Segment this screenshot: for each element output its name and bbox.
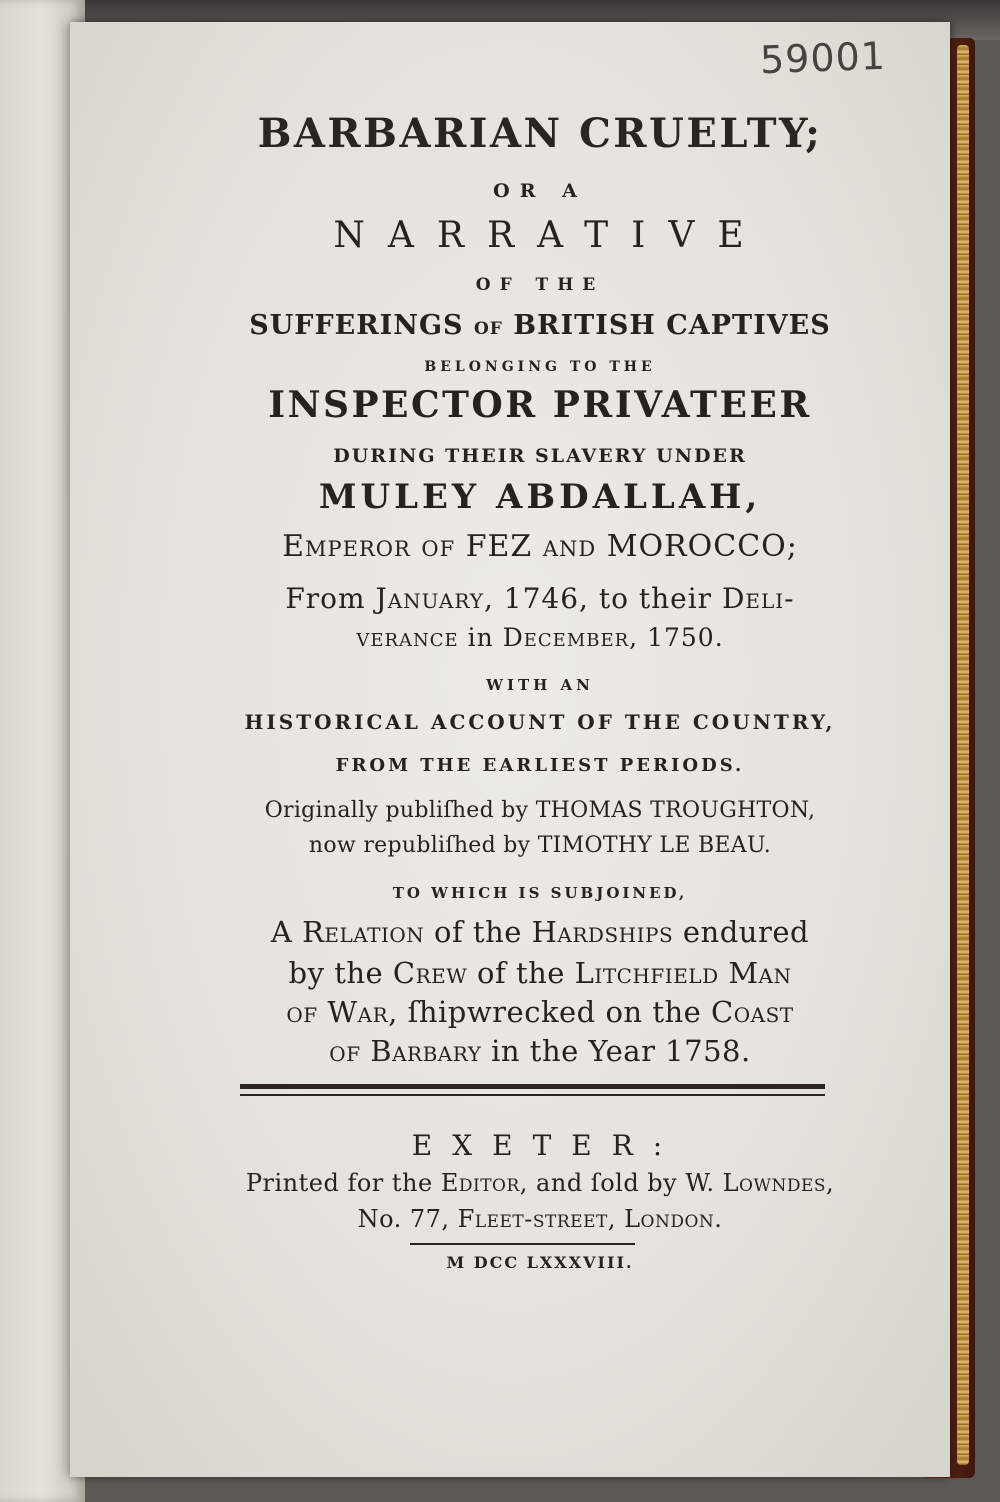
relation-line-3 <box>140 995 940 1029</box>
from-year: 1746, to their <box>503 582 713 615</box>
originally-published <box>140 800 940 822</box>
emperor-and: and <box>542 529 597 564</box>
republished-by <box>140 835 940 857</box>
rel1-a: A <box>270 915 293 949</box>
from-january: January, <box>375 582 494 615</box>
rel1-of-the: of the <box>434 915 522 949</box>
rel3-of: of <box>286 995 318 1029</box>
title-text-block <box>140 22 940 1322</box>
imprint-city: EXETER: <box>411 1129 683 1162</box>
subtitle-emperor <box>140 529 940 564</box>
subtitle-earliest: FROM THE EARLIEST PERIODS. <box>335 755 745 776</box>
subtitle-muley-abdallah: MULEY ABDALLAH, <box>318 477 762 517</box>
subtitle-or-a: OR A <box>493 180 587 202</box>
printed-sold: and ſold by W. <box>536 1169 715 1197</box>
verance-in: in <box>467 623 494 652</box>
from-word: From <box>285 582 366 615</box>
sufferings-word: SUFFERINGS <box>249 310 464 341</box>
emperor-morocco: MOROCCO; <box>606 529 798 564</box>
verance-year: 1750. <box>647 623 724 652</box>
divider-rule-short <box>410 1243 635 1245</box>
originally-author: THOMAS TROUGHTON, <box>535 798 816 823</box>
rel2-of-the: of the <box>477 956 565 990</box>
imprint-address <box>140 1207 940 1231</box>
british-captives: BRITISH CAPTIVES <box>513 310 831 341</box>
rel3-war: War, <box>327 995 398 1029</box>
subjoined-heading: TO WHICH IS SUBJOINED, <box>392 884 688 902</box>
fleet-number: No. 77, <box>357 1205 450 1233</box>
rel1-relation: Relation <box>302 915 425 949</box>
relation-line-4 <box>140 1034 940 1068</box>
republished-author: TIMOTHY LE BEAU. <box>537 833 772 858</box>
rel4-year: in the Year 1758. <box>491 1034 751 1068</box>
subtitle-narrative: NARRATIVE <box>333 215 767 256</box>
rel4-barbary: Barbary <box>370 1034 482 1068</box>
shelf-mark: 59001 <box>759 33 887 83</box>
imprint-printed <box>140 1171 940 1195</box>
subtitle-belonging: BELONGING TO THE <box>424 359 656 375</box>
printed-editor: Editor, <box>440 1169 528 1197</box>
subtitle-dates-line1 <box>140 582 940 615</box>
republished-text: now republiſhed by <box>308 833 531 858</box>
rel2-crew: Crew <box>392 956 468 990</box>
subtitle-inspector-privateer: INSPECTOR PRIVATEER <box>268 384 812 426</box>
rel2-litchfield: Litchfield Man <box>574 956 792 990</box>
divider-rule-thin <box>240 1094 825 1096</box>
title-page <box>70 22 950 1477</box>
originally-text: Originally publiſhed by <box>264 798 529 823</box>
divider-rule-thick <box>240 1084 825 1089</box>
emperor-fez: FEZ <box>465 529 533 564</box>
subtitle-with-an: WITH AN <box>486 676 594 694</box>
subtitle-during: DURING THEIR SLAVERY UNDER <box>333 445 747 467</box>
subtitle-dates-line2 <box>140 625 940 650</box>
printed-text: Printed for the <box>245 1169 433 1197</box>
from-deli: Deli- <box>721 582 795 615</box>
rel2-by-the: by the <box>288 956 384 990</box>
main-title: BARBARIAN CRUELTY; <box>257 110 823 157</box>
subtitle-sufferings <box>140 312 940 339</box>
imprint-date: M DCC LXXXVIII. <box>446 1253 634 1272</box>
verance-december: December, <box>502 623 639 652</box>
fleet-london: London. <box>624 1205 723 1233</box>
subtitle-historical: HISTORICAL ACCOUNT OF THE COUNTRY, <box>244 710 836 734</box>
verance-word: verance <box>356 623 459 652</box>
rel1-hardships: Hardships <box>531 915 674 949</box>
rel1-endured: endured <box>682 915 810 949</box>
relation-line-1 <box>140 915 940 949</box>
gilt-edge-decoration <box>957 45 969 1465</box>
subtitle-of-the: OF THE <box>475 275 605 295</box>
rel3-shipwrecked: ſhipwrecked on the <box>407 995 702 1029</box>
fleet-street: Fleet-street, <box>457 1205 616 1233</box>
relation-line-2 <box>140 956 940 990</box>
printed-lowndes: Lowndes, <box>722 1169 835 1197</box>
rel3-coast: Coast <box>711 995 794 1029</box>
sufferings-of: OF <box>473 319 503 339</box>
rel4-of: of <box>329 1034 361 1068</box>
emperor-of: Emperor of <box>282 529 456 564</box>
